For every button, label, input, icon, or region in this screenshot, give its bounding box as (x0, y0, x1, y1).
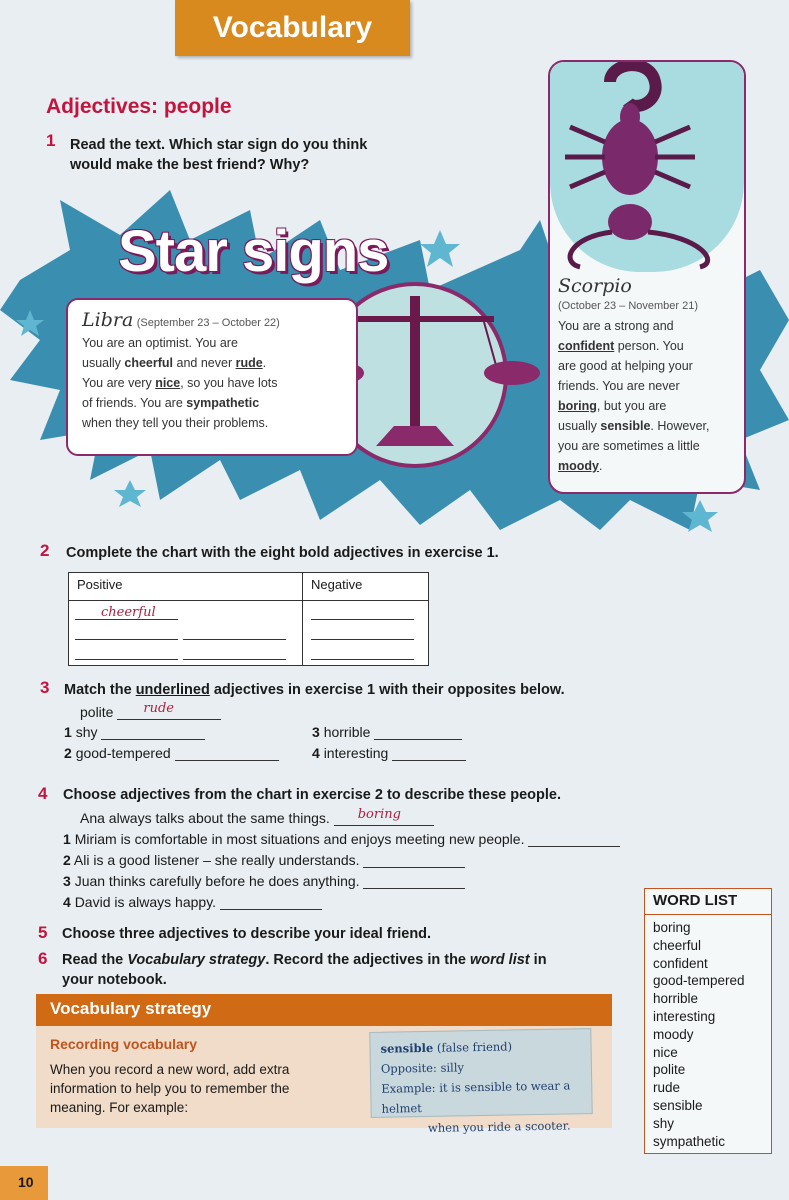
positive-example-answer: cheerful (101, 605, 156, 620)
negative-blank-1[interactable] (311, 619, 414, 620)
list-item: horrible (653, 991, 699, 1007)
ex4-instruction: Choose adjectives from the chart in exercise 2 to describe these people. (63, 787, 562, 803)
negative-blank-2[interactable] (311, 639, 414, 640)
scorpio-illustration (550, 62, 744, 272)
strategy-example-card: sensible (false friend) Opposite: silly Example: it is sensible to wear a helmet when you ride a scooter. (369, 1028, 592, 1118)
word-list (644, 888, 772, 1154)
libra-dates: (September 23 – October 22) (136, 317, 280, 329)
scorpio-dates: (October 23 – November 21) (558, 300, 699, 312)
libra-name: Libra (82, 309, 134, 331)
list-item: moody (653, 1026, 694, 1042)
positive-blank-4[interactable] (75, 659, 178, 660)
ex1-line2: would make the best friend? Why? (70, 157, 310, 173)
list-item: boring (653, 920, 691, 935)
ex3-blank-2[interactable] (175, 745, 279, 761)
ex3-item-4: 4 interesting (312, 745, 466, 761)
list-item: interesting (653, 1008, 716, 1024)
ex6-number: 6 (38, 949, 48, 968)
libra-text-box (66, 298, 358, 456)
negative-column (303, 573, 430, 665)
ex4-item-2: 2 Ali is a good listener – she really understands. (63, 852, 465, 868)
strategy-body: When you record a new word, add extra information to help you to remember the meaning. For example: (50, 1062, 290, 1115)
ex5-number: 5 (38, 923, 48, 942)
libra-line1: You are an optimist. You are (82, 336, 238, 350)
adjective-chart (68, 572, 429, 666)
section-title: Adjectives: people (46, 95, 232, 118)
ex6-instruction: Read the Vocabulary strategy. Record the adjectives in the word list in your notebook. (62, 952, 547, 988)
ex1-number: 1 (46, 131, 56, 150)
ex3-example: polite rude (80, 704, 221, 720)
libra-line2: usually cheerful and never rude. (82, 356, 267, 370)
list-item: sympathetic (653, 1133, 726, 1149)
positive-column (69, 573, 303, 665)
strategy-title: Vocabulary strategy (36, 994, 612, 1026)
word-list-title: WORD LIST (645, 889, 771, 915)
libra-line3: You are very nice, so you have lots (82, 376, 278, 390)
ex5-instruction: Choose three adjectives to describe your ideal friend. (62, 926, 432, 942)
ex4-item-4: 4 David is always happy. (63, 894, 322, 910)
right-pan-icon (482, 355, 542, 391)
positive-blank-3[interactable] (183, 639, 286, 640)
scorpio-line6: usually sensible. However, (558, 419, 710, 433)
list-item: confident (653, 955, 708, 971)
positive-blank-2[interactable] (75, 639, 178, 640)
list-item: rude (653, 1080, 681, 1096)
ex4-example: Ana always talks about the same things. boring (80, 810, 434, 826)
ex3-item-2: 2 good-tempered (64, 745, 279, 761)
scorpio-line4: friends. You are never (558, 379, 680, 393)
vocabulary-banner: Vocabulary (175, 0, 410, 56)
list-item: nice (653, 1044, 678, 1060)
list-item: sensible (653, 1097, 703, 1113)
scorpio-name: Scorpio (558, 275, 632, 297)
ex4-blank-4[interactable] (220, 894, 322, 910)
ex3-blank-1[interactable] (101, 724, 205, 740)
ex3-blank-3[interactable] (374, 724, 462, 740)
negative-header: Negative (311, 577, 363, 592)
ex4-number: 4 (38, 784, 48, 803)
libra-line5: when they tell you their problems. (82, 416, 269, 430)
ex4-item-3: 3 Juan thinks carefully before he does anything. (63, 873, 465, 889)
scorpio-line5: boring, but you are (558, 399, 667, 413)
scorpio-line2: confident person. You (558, 339, 684, 353)
ex3-example-blank[interactable]: rude (117, 704, 221, 720)
scorpio-line8: moody. (558, 459, 603, 473)
scorpio-line1: You are a strong and (558, 319, 674, 333)
ex2-number: 2 (40, 541, 50, 560)
list-item: good-tempered (653, 973, 745, 989)
positive-blank-5[interactable] (183, 659, 286, 660)
ex3-item-1: 1 shy (64, 724, 205, 740)
list-item: cheerful (653, 937, 702, 953)
list-item: polite (653, 1062, 686, 1078)
ex3-item-3: 3 horrible (312, 724, 462, 740)
ex4-item-1: 1 Miriam is comfortable in most situations and enjoys meeting new people. (63, 831, 620, 847)
ex4-blank-2[interactable] (363, 852, 465, 868)
star-signs-title: Star signs (118, 219, 389, 284)
ex3-blank-4[interactable] (392, 745, 466, 761)
libra-line4: of friends. You are sympathetic (82, 396, 260, 410)
ex3-number: 3 (40, 678, 50, 697)
page-number: 10 (0, 1166, 48, 1200)
negative-blank-3[interactable] (311, 659, 414, 660)
positive-header: Positive (77, 577, 123, 592)
ex2-instruction: Complete the chart with the eight bold adjectives in exercise 1. (66, 545, 499, 561)
ex4-blank-3[interactable] (363, 873, 465, 889)
scorpio-line7: you are sometimes a little (558, 439, 700, 453)
ex3-instruction: Match the underlined adjectives in exercise 1 with their opposites below. (64, 682, 565, 698)
list-item: shy (653, 1115, 675, 1131)
scorpion-icon (550, 62, 744, 272)
positive-blank-1[interactable] (75, 619, 178, 620)
vocabulary-strategy-box (36, 994, 612, 1135)
scorpio-line3: are good at helping your (558, 359, 693, 373)
scorpio-text (558, 276, 740, 476)
ex1-instruction (70, 135, 367, 175)
strategy-subtitle: Recording vocabulary (50, 1036, 198, 1052)
ex4-blank-1[interactable] (528, 831, 620, 847)
ex4-example-blank[interactable]: boring (334, 810, 434, 826)
word-list-items (645, 915, 771, 1154)
ex1-line1: Read the text. Which star sign do you think (70, 137, 368, 153)
